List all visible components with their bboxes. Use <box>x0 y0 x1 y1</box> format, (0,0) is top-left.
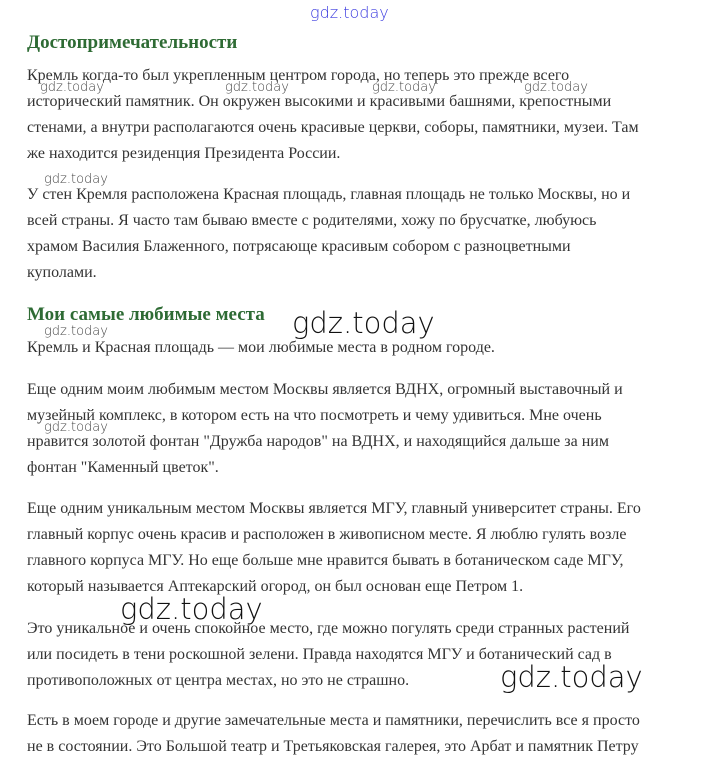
watermark: gdz.today <box>44 324 108 339</box>
paragraph-line: Есть в моем городе и другие замечательные места и памятники, перечислить все я просто <box>27 712 640 729</box>
watermark: gdz.today <box>120 592 263 626</box>
paragraph-line: не в состоянии. Это Большой театр и Третьяковская галерея, это Арбат и памятник Петру <box>27 738 639 755</box>
watermark: gdz.today <box>292 306 435 340</box>
paragraph-line: Это уникальное и очень спокойное место, где можно погулять среди странных растений <box>27 620 630 637</box>
watermark: gdz.today <box>372 80 436 95</box>
watermark: gdz.today <box>44 172 108 187</box>
paragraph-line: всей страны. Я часто там бываю вместе с родителями, хожу по брусчатке, любуюсь <box>27 212 597 229</box>
watermark: gdz.today <box>225 80 289 95</box>
paragraph-line: же находится резиденция Президента России. <box>27 145 341 162</box>
paragraph-line: храмом Василия Блаженного, потрясающе красивым собором с разноцветными <box>27 238 571 255</box>
section-heading: Достопримечательности <box>27 32 238 53</box>
paragraph-line: фонтан "Каменный цветок". <box>27 459 219 476</box>
watermark: gdz.today <box>524 80 588 95</box>
watermark: gdz.today <box>44 420 108 435</box>
paragraph-line: главный корпус очень красив и расположен в живописном месте. Я люблю гулять возле <box>27 526 627 543</box>
paragraph-line: У стен Кремля расположена Красная площадь, главная площадь не только Москвы, но и <box>27 186 631 203</box>
watermark: gdz.today <box>500 660 643 694</box>
paragraph-line: стенами, а внутри располагаются очень красивые церкви, соборы, памятники, музеи. Там <box>27 119 639 136</box>
paragraph-line: Еще одним уникальным местом Москвы является МГУ, главный университет страны. Его <box>27 500 641 517</box>
paragraph-line: или посидеть в тени роскошной зелени. Правда находятся МГУ и ботанический сад в <box>27 646 612 663</box>
paragraph-line: куполами. <box>27 264 97 281</box>
paragraph-line: Кремль когда-то был укрепленным центром города, но теперь это прежде всего <box>27 67 570 84</box>
paragraph-line: исторический памятник. Он окружен высокими и красивыми башнями, крепостными <box>27 93 612 110</box>
paragraph-line: Еще одним моим любимым местом Москвы является ВДНХ, огромный выставочный и <box>27 381 623 398</box>
watermark: gdz.today <box>310 3 389 22</box>
watermark: gdz.today <box>40 80 104 95</box>
paragraph-line: Кремль и Красная площадь — мои любимые места в родном городе. <box>27 339 495 356</box>
section-heading: Мои самые любимые места <box>27 304 265 325</box>
paragraph-line: который называется Аптекарский огород, он был основан еще Петром 1. <box>27 578 524 595</box>
paragraph-line: нравится золотой фонтан "Дружба народов" на ВДНХ, и находящийся дальше за ним <box>27 433 609 450</box>
paragraph-line: противоположных от центра местах, но это не страшно. <box>27 672 410 689</box>
paragraph-line: главного корпуса МГУ. Но еще больше мне нравится бывать в ботаническом саде МГУ, <box>27 552 624 569</box>
paragraph-line: музейный комплекс, в котором есть на что посмотреть и чему удивиться. Мне очень <box>27 407 602 424</box>
